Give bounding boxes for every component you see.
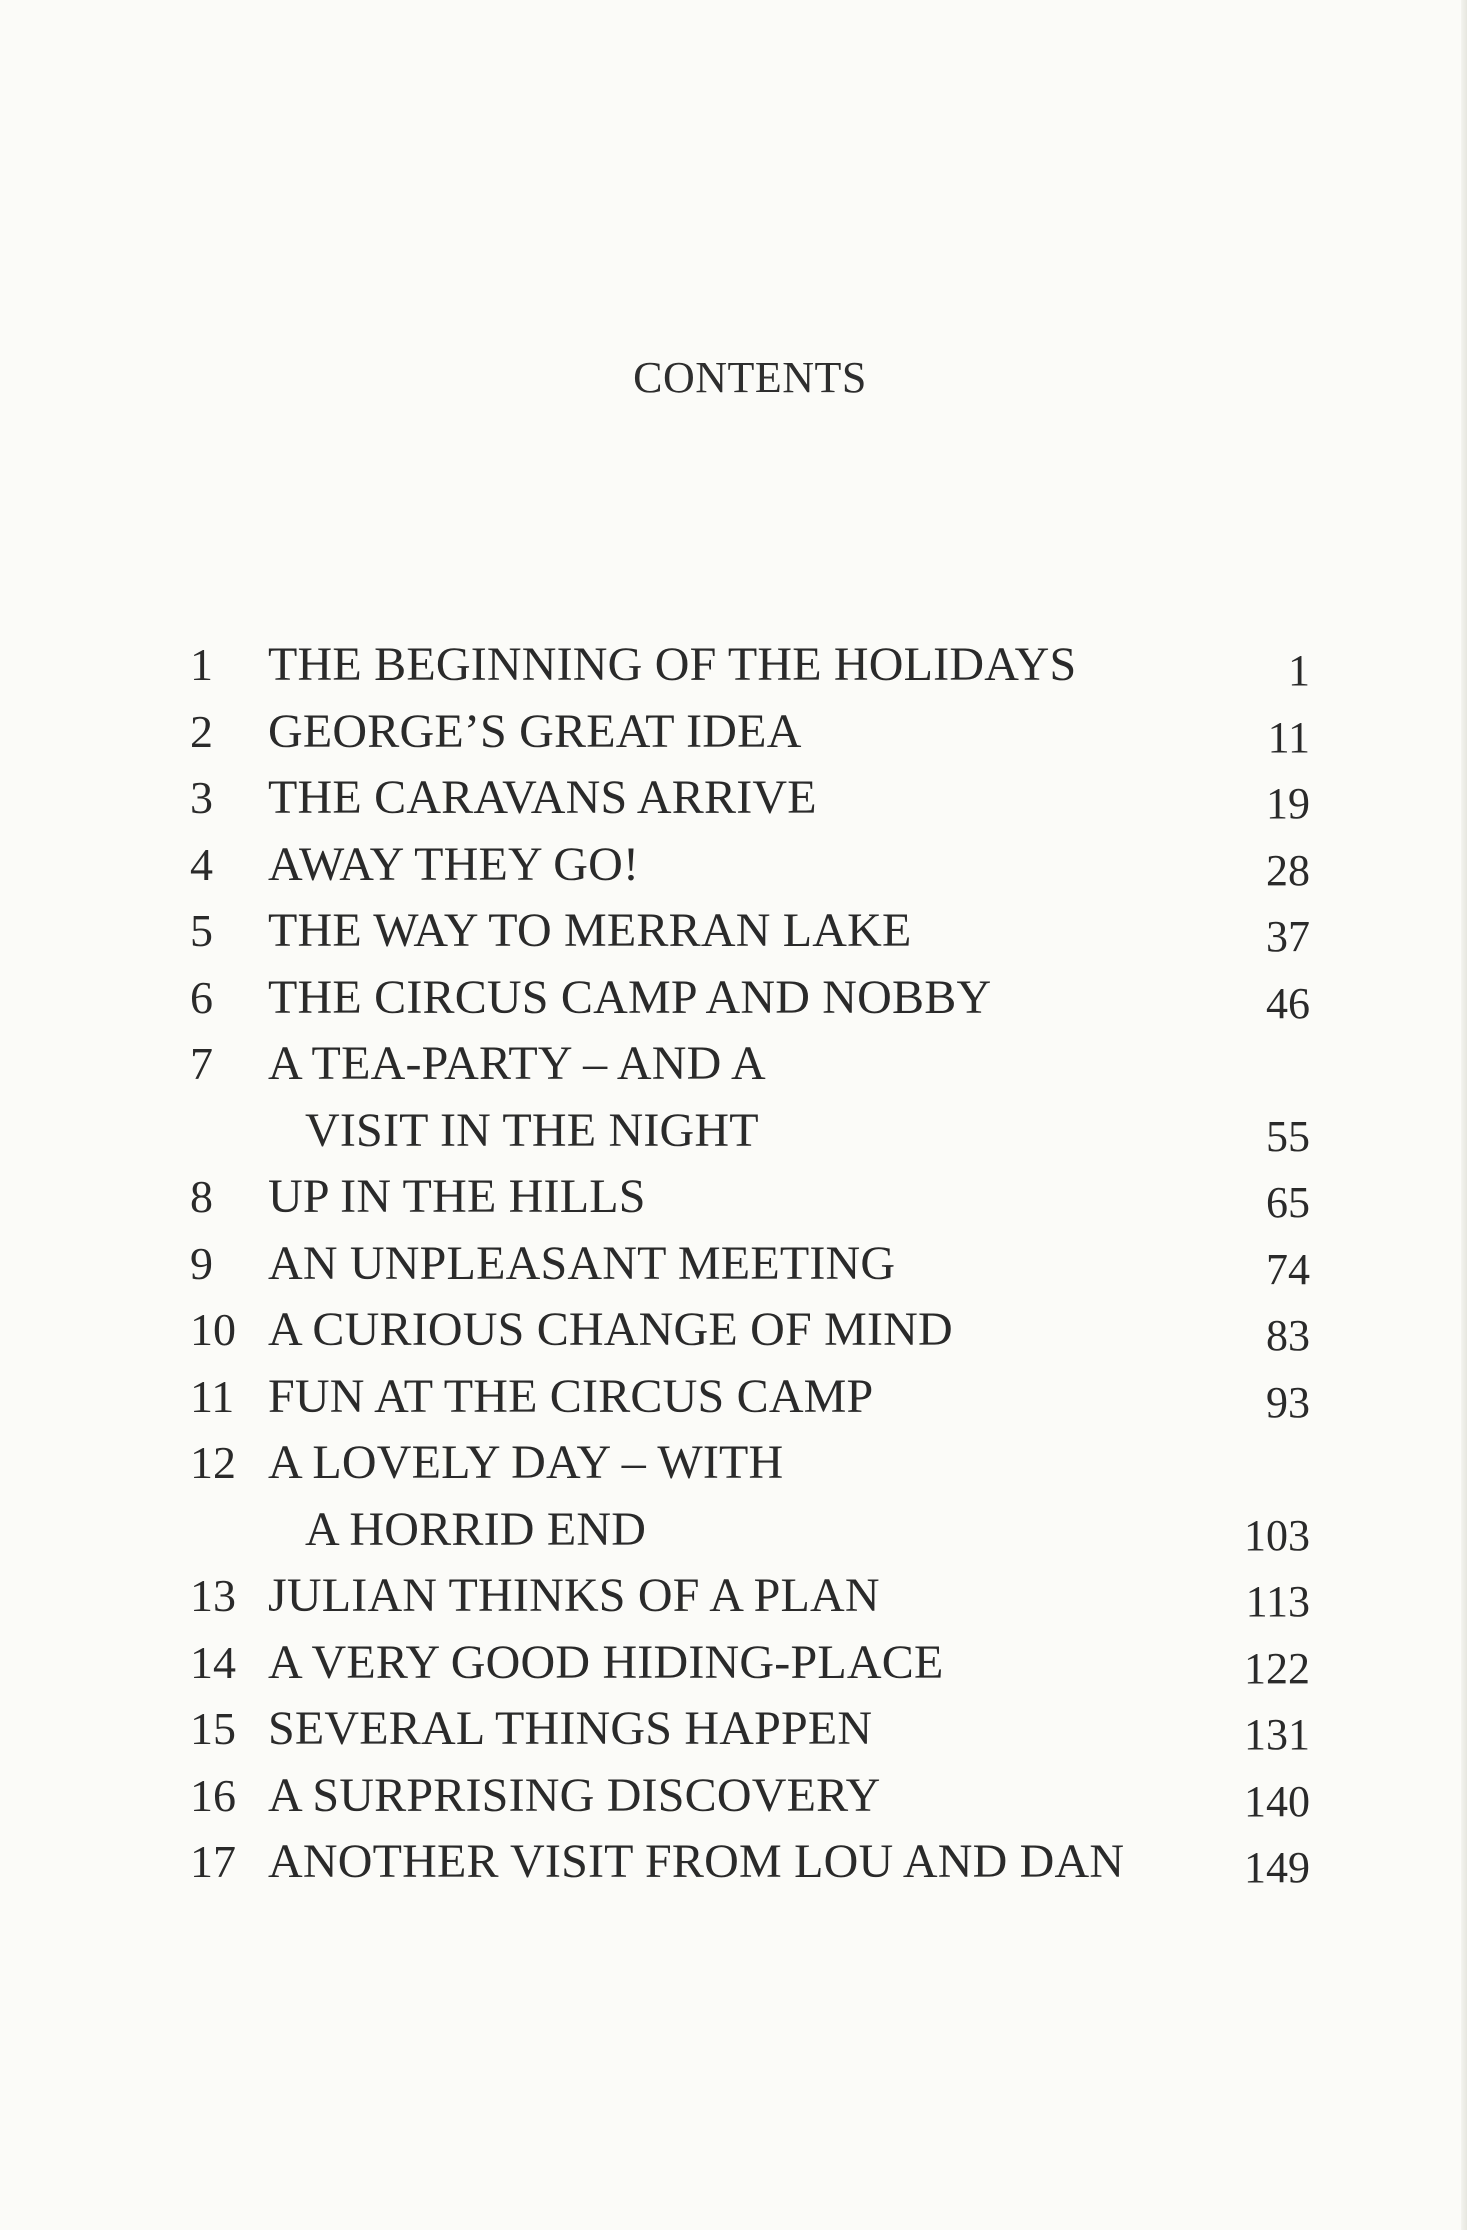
chapter-page-number: 93 (1266, 1377, 1310, 1427)
chapter-page-number: 122 (1244, 1643, 1310, 1693)
chapter-number: 8 (190, 1171, 213, 1222)
toc-entry-17[interactable] (190, 1829, 1310, 1896)
chapter-page-number: 113 (1245, 1577, 1310, 1626)
toc-entry-6[interactable] (190, 965, 1310, 1032)
toc-entry-10[interactable] (190, 1297, 1310, 1364)
chapter-page-number: 37 (1266, 912, 1310, 961)
chapter-number: 1 (190, 639, 213, 690)
toc-entry-9[interactable] (190, 1231, 1310, 1298)
chapter-title: AWAY THEY GO! (268, 837, 640, 891)
chapter-number: 7 (190, 1038, 213, 1089)
chapter-page-number: 46 (1266, 978, 1310, 1028)
toc-entry-2[interactable] (190, 699, 1310, 766)
toc-entry-8[interactable] (190, 1164, 1310, 1231)
chapter-page-number: 140 (1244, 1776, 1310, 1826)
toc-entry-14[interactable] (190, 1630, 1310, 1697)
chapter-page-number: 19 (1266, 779, 1310, 828)
chapter-page-number: 1 (1288, 646, 1310, 695)
chapter-title: A LOVELY DAY – WITH (268, 1436, 784, 1489)
chapter-page-number: 11 (1267, 712, 1310, 762)
chapter-number: 16 (190, 1769, 236, 1821)
toc-entry-16[interactable] (190, 1763, 1310, 1830)
toc-entry-11[interactable] (190, 1364, 1310, 1431)
chapter-number: 2 (190, 705, 213, 757)
toc-entry-13[interactable] (190, 1563, 1310, 1630)
chapter-number: 11 (190, 1370, 235, 1422)
toc-entry-4[interactable] (190, 832, 1310, 899)
chapter-title: SEVERAL THINGS HAPPEN (268, 1702, 873, 1755)
toc-entry-15[interactable] (190, 1696, 1310, 1763)
chapter-number: 14 (190, 1636, 236, 1688)
chapter-title: JULIAN THINKS OF A PLAN (268, 1569, 880, 1622)
chapter-number: 15 (190, 1703, 236, 1754)
chapter-number: 6 (190, 971, 213, 1023)
chapter-title: THE CIRCUS CAMP AND NOBBY (268, 970, 992, 1024)
chapter-number: 9 (190, 1237, 213, 1289)
chapter-number: 17 (190, 1836, 236, 1887)
chapter-title: A CURIOUS CHANGE OF MIND (268, 1303, 953, 1356)
chapter-title: THE CARAVANS ARRIVE (268, 771, 817, 824)
toc-entry-12[interactable] (190, 1430, 1310, 1563)
chapter-page-number: 83 (1266, 1311, 1310, 1360)
chapter-title-continuation: A HORRID END (305, 1502, 647, 1556)
page-edge-shadow (1461, 0, 1467, 2230)
chapter-title: FUN AT THE CIRCUS CAMP (268, 1369, 874, 1423)
chapter-page-number: 149 (1244, 1843, 1310, 1892)
chapter-page-number: 65 (1266, 1178, 1310, 1227)
chapter-title: UP IN THE HILLS (268, 1170, 646, 1223)
chapter-number: 13 (190, 1570, 236, 1621)
chapter-title: ANOTHER VISIT FROM LOU AND DAN (268, 1835, 1125, 1888)
chapter-page-number: 74 (1266, 1244, 1310, 1294)
chapter-title: THE BEGINNING OF THE HOLIDAYS (268, 638, 1077, 691)
toc-entry-5[interactable] (190, 898, 1310, 965)
chapter-title: A SURPRISING DISCOVERY (268, 1768, 881, 1822)
chapter-title: GEORGE’S GREAT IDEA (268, 704, 802, 758)
chapter-number: 12 (190, 1437, 236, 1488)
chapter-page-number: 131 (1244, 1710, 1310, 1759)
chapter-title: AN UNPLEASANT MEETING (268, 1236, 896, 1290)
chapter-title-continuation: VISIT IN THE NIGHT (305, 1103, 759, 1157)
toc-entry-3[interactable] (190, 765, 1310, 832)
toc-entry-1[interactable] (190, 632, 1310, 699)
chapter-number: 4 (190, 838, 213, 890)
chapter-title: A VERY GOOD HIDING-PLACE (268, 1635, 944, 1689)
chapter-number: 3 (190, 772, 213, 823)
chapter-title: A TEA-PARTY – AND A (268, 1037, 766, 1090)
table-of-contents (190, 632, 1310, 1896)
page-title: CONTENTS (633, 353, 867, 402)
chapter-number: 10 (190, 1304, 236, 1355)
chapter-number: 5 (190, 905, 213, 956)
chapter-page-number: 28 (1266, 845, 1310, 895)
toc-entry-7[interactable] (190, 1031, 1310, 1164)
chapter-title: THE WAY TO MERRAN LAKE (268, 904, 912, 957)
chapter-page-number: 103 (1244, 1510, 1310, 1560)
chapter-page-number: 55 (1266, 1111, 1310, 1161)
